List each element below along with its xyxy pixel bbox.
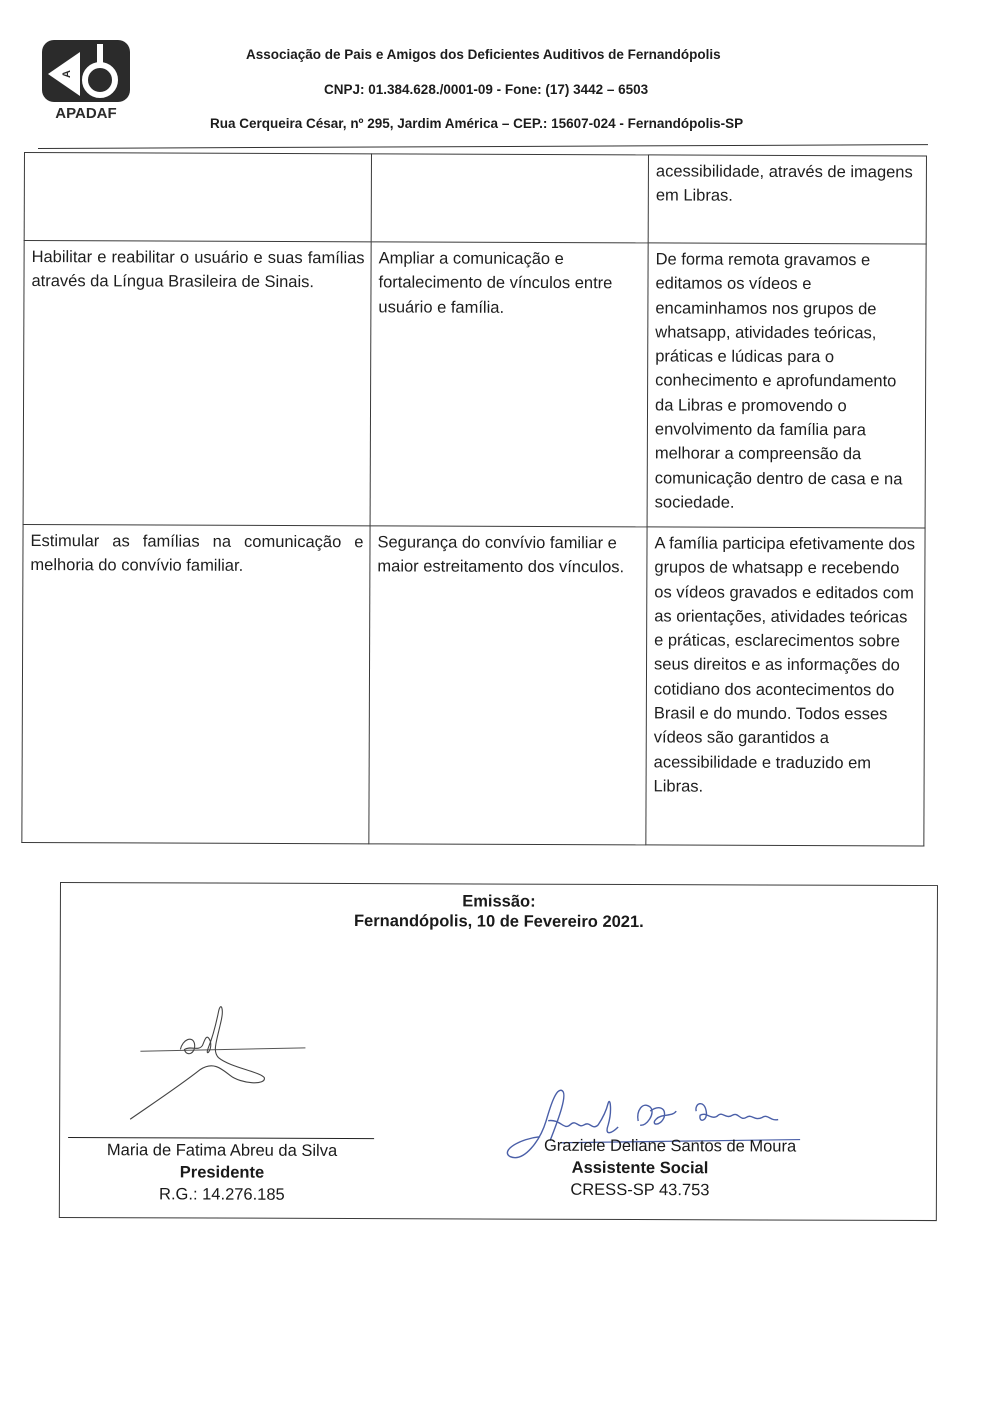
actions-table <box>21 152 927 846</box>
table-row <box>24 153 926 244</box>
table-cell <box>371 154 648 243</box>
logo-text: APADAF <box>55 105 117 122</box>
social-worker-role: Assistente Social <box>571 1158 709 1178</box>
logo-letters: A <box>61 70 73 78</box>
table-row <box>22 524 925 845</box>
cnpj-phone: CNPJ: 01.384.628./0001-09 - Fone: (17) 3442 – 6503 <box>324 82 649 97</box>
president-rg: R.G.: 14.276.185 <box>159 1185 285 1204</box>
president-role: Presidente <box>179 1163 265 1182</box>
emission-box <box>59 882 938 1221</box>
emission-place-date: Fernandópolis, 10 de Fevereiro 2021. <box>353 912 644 932</box>
president-signature <box>120 1001 320 1122</box>
address: Rua Cerqueira César, nº 295, Jardim América – CEP.: 15607-024 - Fernandópolis-SP <box>210 116 744 131</box>
table-cell: A família participa efetivamente dos grupos de whatsapp e recebendo os vídeos gravados e editados com as orientações, atividades teóricas e práticas, esclarecimentos sobre seus direitos e as informações do cotidiano dos acontecimentos do Brasil e do mundo. Todos esses vídeos são garantidos a acessibilidade e traduzido em Libras. <box>646 527 925 846</box>
emission-label: Emissão: <box>462 892 536 911</box>
apadaf-logo <box>40 38 132 122</box>
table-cell: Segurança do convívio familiar e maior estreitamento dos vínculos. <box>369 526 647 845</box>
table-cell <box>24 153 371 242</box>
apadaf-logo-icon <box>40 38 132 122</box>
president-signature-line <box>68 1137 374 1139</box>
table-cell: Habilitar e reabilitar o usuário e suas famílias através da Língua Brasileira de Sinais. <box>23 241 371 526</box>
table-row <box>23 241 926 528</box>
table-cell: acessibilidade, através de imagens em Libras. <box>648 155 926 244</box>
table-cell: De forma remota gravamos e editamos os vídeos e encaminhamos nos grupos de whatsapp, atividades teóricas, práticas e lúdicas para o conhecimento e aprofundamento da Libras e promovendo o envolvimento da família para melhorar a compreensão da comunicação dentro de casa e na sociedade. <box>647 243 926 528</box>
social-worker-name: Graziele Deliane Santos de Moura <box>543 1136 797 1156</box>
table-cell: Estimular as famílias na comunicação e melhoria do convívio familiar. <box>22 524 370 843</box>
table-cell: Ampliar a comunicação e fortalecimento de vínculos entre usuário e família. <box>370 242 648 527</box>
president-name: Maria de Fatima Abreu da Silva <box>106 1141 338 1160</box>
org-name: Associação de Pais e Amigos dos Deficientes Auditivos de Fernandópolis <box>246 47 721 62</box>
header-divider <box>38 144 928 149</box>
social-worker-cress: CRESS-SP 43.753 <box>570 1180 710 1200</box>
